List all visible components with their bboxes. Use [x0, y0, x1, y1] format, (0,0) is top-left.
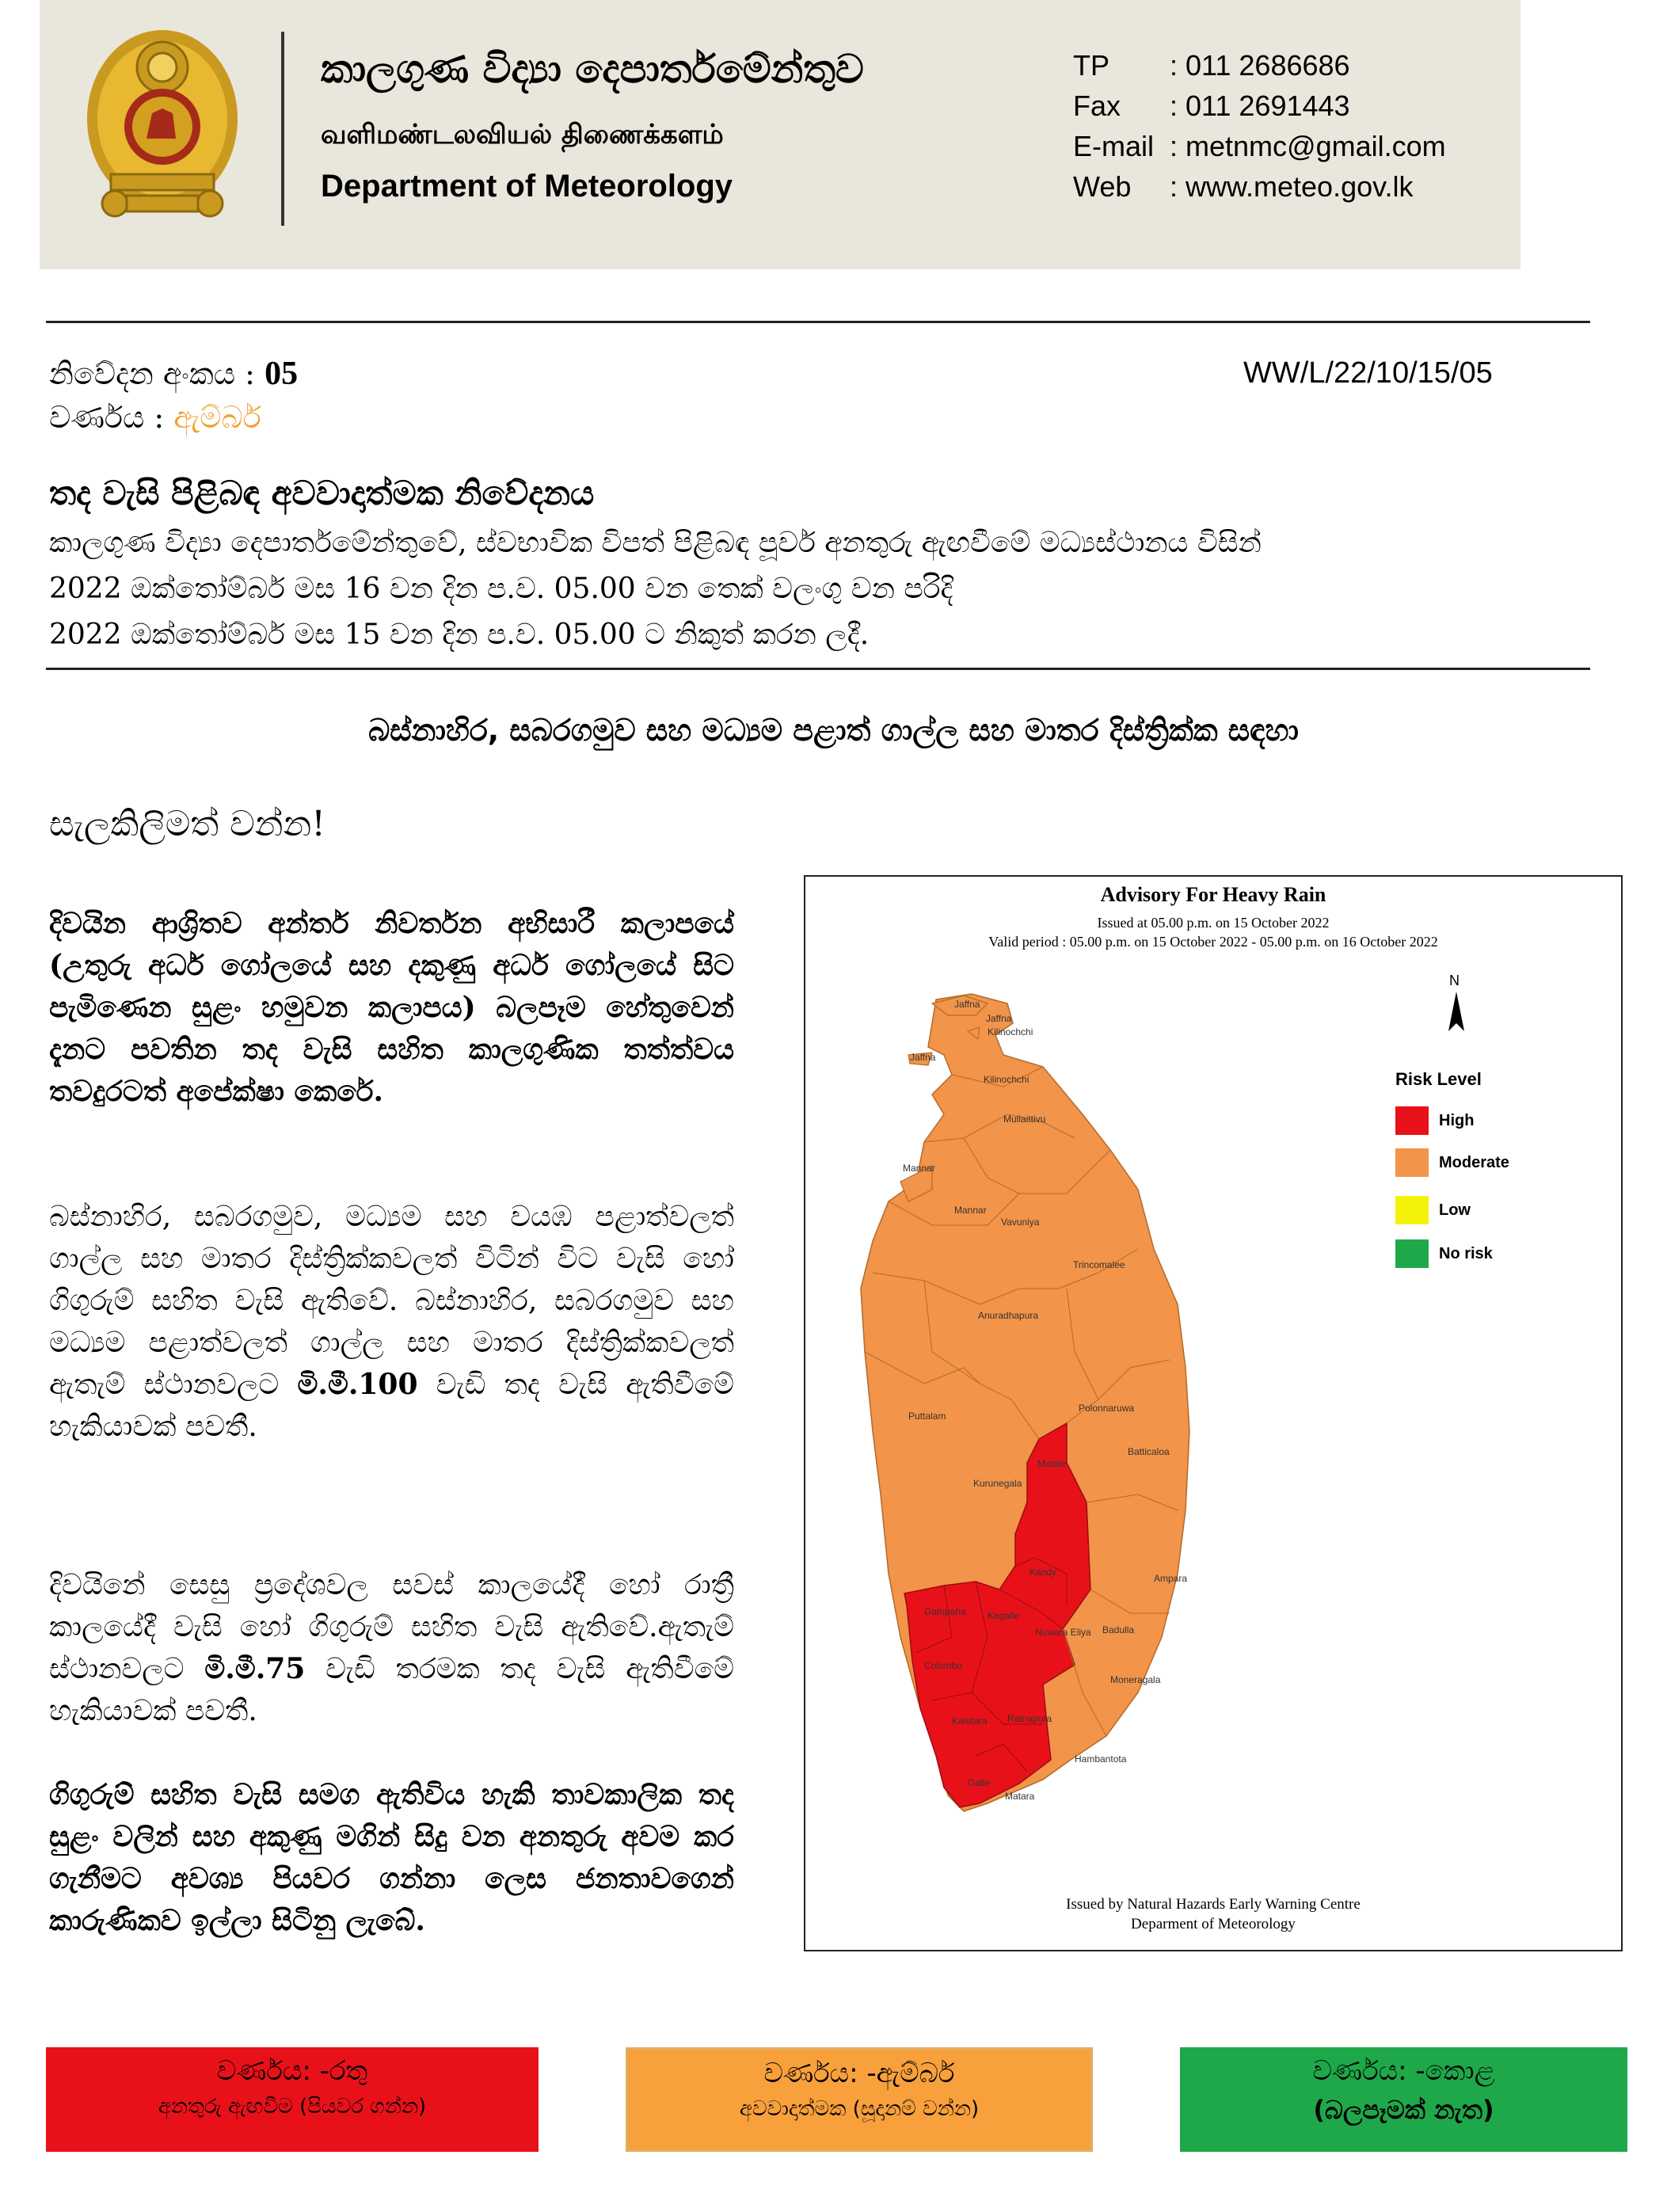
colour-box-meaning: අවවාදාත්මක (සූදානම් වන්න) — [739, 2097, 980, 2121]
reference-code: WW/L/22/10/15/05 — [1243, 356, 1493, 390]
legend-swatch-moderate — [1395, 1148, 1429, 1177]
legend-swatch-no-risk — [1395, 1239, 1429, 1268]
map-footer-issuer: Issued by Natural Hazards Early Warning Centre — [1066, 1896, 1361, 1913]
district-label: Matara — [1005, 1791, 1035, 1802]
paragraph-heavy-rain — [49, 1196, 734, 1448]
district-label: Ratnapura — [1007, 1713, 1052, 1724]
north-arrow-icon — [1448, 992, 1464, 1031]
north-label: N — [1449, 973, 1460, 988]
district-label: Puttalam — [908, 1411, 946, 1422]
paragraph-text: දිවයිනේ සෙසු ප්‍රදේශවල සවස් කාලයේදී හෝ රාත්‍රී කාලයේදී වැසි හෝ ගිගුරුම් සහිත වැසි ඇතිවේ.ඇතැම් ස්ථානවලට — [49, 1569, 734, 1685]
district-label: Moneragala — [1110, 1674, 1161, 1685]
map-issued: Issued at 05.00 p.m. on 15 October 2022 — [1097, 915, 1330, 931]
notice-number-value: 05 — [265, 356, 299, 392]
district-label: Colombo — [924, 1660, 963, 1671]
legend-label-moderate: Moderate — [1439, 1154, 1509, 1171]
district-label: Polonnaruwa — [1079, 1403, 1135, 1414]
rainfall-amount: මි.මී.75 — [204, 1652, 306, 1685]
header-divider — [281, 32, 284, 226]
alert-text: සැලකිලිමත් වන්න! — [49, 804, 325, 844]
paragraph-text: බස්නාහිර, සබරගමුව, මධ්‍යම සහ වයඹ පළාත්වලත් ගාල්ල සහ මාතර දිස්ත්‍රික්කවලත් විටින් විට වැසි හෝ ගිගුරුම් සහිත වැසි ඇතිවේ. බස්නාහිර, සබරගමුව සහ මධ්‍යම පළාත්වලත් ගාල්ල සහ මාතර දිස්ත්‍රික්කවලත් ඇතැම් ස්ථානවලට — [49, 1201, 734, 1401]
contact-value[interactable]: : www.meteo.gov.lk — [1170, 170, 1414, 203]
legend-label-low: Low — [1439, 1201, 1471, 1219]
district-label: Kandy — [1030, 1567, 1057, 1578]
colour-box-meaning: අනතුරු ඇඟවීම (පියවර ගන්න) — [158, 2095, 427, 2119]
district-label: Galle — [968, 1777, 991, 1788]
paragraph-itcz: දිවයින ආශ්‍රිතව අන්තර් නිවර්තන අභිසාරී කලාපයේ (උතුරු අර්ධ ගෝලයේ සහ දකුණු අර්ධ ගෝලයේ සිට පැමිණෙන සුළං හමුවන කලාපය) බලපෑම හේතුවෙන් දැනට පවතින තද වැසි සහිත කාලගුණික තත්ත්වය තවදුරටත් අපේක්ෂා කෙරේ. — [49, 907, 734, 1108]
district-label: Jaffna — [954, 999, 980, 1010]
contact-label: Fax — [1073, 89, 1121, 122]
district-label: Anuradhapura — [978, 1310, 1039, 1321]
district-label: Vavuniya — [1001, 1216, 1040, 1228]
colour-box-amber — [626, 2047, 1093, 2152]
district-label: Gampaha — [924, 1606, 966, 1617]
map-footer-department: Deparment of Meteorology — [1131, 1916, 1296, 1932]
contact-web — [1073, 170, 1580, 210]
district-label: Hambantota — [1075, 1753, 1127, 1765]
contact-tp — [1073, 49, 1580, 89]
district-label: Kalutara — [952, 1715, 988, 1727]
advisory-map — [804, 875, 1623, 1951]
legend-title: Risk Level — [1395, 1069, 1482, 1089]
colour-box-green — [1180, 2047, 1627, 2152]
district-label: Trincomalee — [1073, 1259, 1125, 1270]
legend-swatch-high — [1395, 1106, 1429, 1135]
contact-label: TP — [1073, 49, 1110, 82]
issued-line: 2022 ඔක්තෝම්බර් මස 16 වන දින ප.ව. 05.00 වන තෙක් වලංගු වන පරිදි — [49, 573, 953, 605]
district-label: Kurunegala — [973, 1478, 1022, 1489]
district-label: Nuwara Eliya — [1035, 1627, 1091, 1638]
contact-fax — [1073, 89, 1580, 129]
issued-line: 2022 ඔක්තෝම්බර් මස 15 වන දින ප.ව. 05.00 ට නිකුත් කරන ලදී. — [49, 619, 870, 651]
colour-box-meaning: (බලපෑමක් නැත) — [1313, 2095, 1494, 2125]
notice-title: තද වැසි පිළිබඳ අවවාදාත්මක නිවේදනය — [49, 474, 595, 512]
affected-areas-heading: බස්නාහිර, සබරගමුව සහ මධ්‍යම පළාත් ගාල්ල සහ මාතර දිස්ත්‍රික්ක සඳහා — [368, 713, 1299, 748]
district-label: Batticaloa — [1128, 1446, 1170, 1457]
district-label: Kilinochchi — [988, 1026, 1033, 1037]
district-label: Kilinochchi — [984, 1074, 1030, 1085]
contact-value: : 011 2686686 — [1170, 49, 1350, 82]
colour-box-title: වර්ණය: -කොළ — [1312, 2055, 1495, 2087]
legend-label-high: High — [1439, 1112, 1475, 1129]
district-label: Ampara — [1154, 1573, 1188, 1584]
legend-label-no-risk: No risk — [1439, 1245, 1493, 1262]
legend-swatch-low — [1395, 1196, 1429, 1224]
notice-colour — [49, 400, 261, 436]
colour-box-red — [46, 2047, 539, 2152]
colour-value: ඇම්බර් — [173, 400, 261, 435]
contact-email — [1073, 130, 1580, 169]
colour-box-title: වර්ණය: -රතු — [216, 2055, 368, 2087]
district-label: Kegalle — [988, 1610, 1020, 1621]
department-name-sinhala: කාලගුණ විද්‍යා දෙපාර්තමේන්තුව — [321, 46, 864, 92]
district-label: Matale — [1037, 1458, 1067, 1469]
paragraph-precaution: ගිගුරුම් සහිත වැසි සමග ඇතිවිය හැකි තාවකාලික තද සුළං වලින් සහ අකුණු මගින් සිදු වන අනතුරු අවම කර ගැනීමට අවශ්‍ය පියවර ගන්නා ලෙස ජනතාවගෙන් කාරුණිකව ඉල්ලා සිටිනු ලැබේ. — [49, 1778, 734, 1937]
department-name-english: Department of Meteorology — [321, 169, 733, 204]
district-label: Mullaittivu — [1003, 1114, 1046, 1125]
notice-number — [49, 355, 298, 393]
divider-top — [46, 321, 1590, 323]
map-title: Advisory For Heavy Rain — [1100, 883, 1326, 906]
divider-bottom — [46, 668, 1590, 670]
colour-box-title: වර්ණය: -ඇම්බර් — [763, 2058, 955, 2089]
issued-line: කාලගුණ විද්‍යා දෙපාර්තමේන්තුවේ, ස්වභාවික විපත් පිළිබඳ පූර්ව අනතුරු ඇඟවීමේ මධ්‍යස්ථානය විසින් — [49, 527, 1262, 559]
district-label: Jaffna — [986, 1013, 1012, 1024]
contact-label: E-mail — [1073, 130, 1155, 162]
contact-label: Web — [1073, 170, 1132, 203]
district-label: Jaffna — [910, 1052, 936, 1063]
district-label: Badulla — [1102, 1624, 1135, 1635]
contact-value[interactable]: : metnmc@gmail.com — [1170, 130, 1446, 162]
district-label: Mannar — [903, 1163, 935, 1174]
rainfall-amount: මි.මී.100 — [297, 1368, 418, 1401]
district-label: Mannar — [954, 1205, 987, 1216]
notice-number-label: නිවේදන අංකය : — [49, 356, 265, 391]
paragraph-text: වැඩි තරමක තද වැසි ඇතිවීමේ හැකියාවක් පවතී. — [49, 1653, 734, 1727]
contact-value: : 011 2691443 — [1170, 89, 1350, 122]
paragraph-text: වැඩි තද වැසි ඇතිවීමේ හැකියාවක් පවතී. — [49, 1369, 734, 1443]
sri-lanka-emblem-icon — [79, 20, 245, 226]
department-name-tamil: வளிமண்டலவியல் திணைக்களம் — [321, 119, 724, 150]
letterhead — [40, 0, 1520, 269]
colour-label: වර්ණය : — [49, 400, 174, 435]
map-valid-period: Valid period : 05.00 p.m. on 15 October 2022 - 05.00 p.m. on 16 October 2022 — [988, 934, 1438, 950]
sri-lanka-map — [805, 877, 1621, 1950]
paragraph-other-areas — [49, 1564, 734, 1732]
